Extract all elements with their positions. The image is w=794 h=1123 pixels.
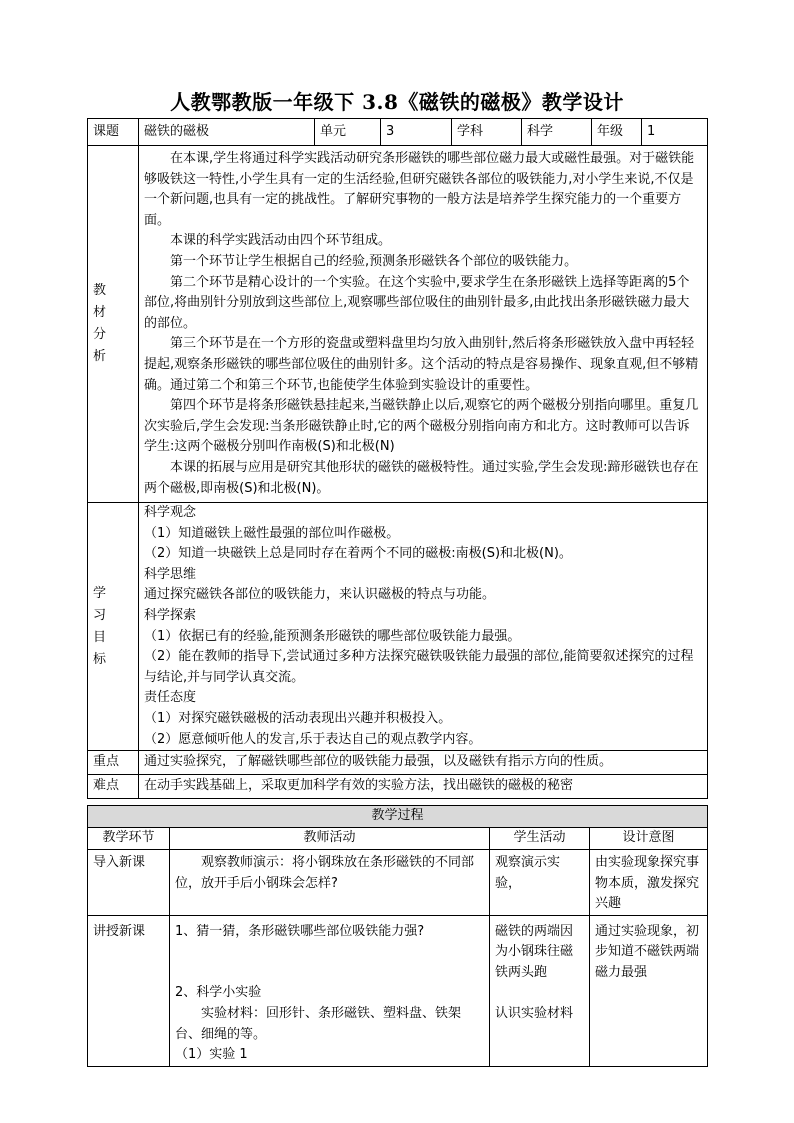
lesson-student-text: 认识实验材料 <box>495 1005 574 1021</box>
intro-intent: 由实验现象探究事物本质，激发探究兴趣 <box>590 850 708 916</box>
lesson-teacher-step: （1）实验 1 <box>175 1047 248 1063</box>
analysis-label-cell <box>88 146 139 503</box>
objective-item: （2）知道一块磁铁上总是同时存在着两个不同的磁极:南极(S)和北极(N)。 <box>144 546 572 562</box>
grade-label: 年级 <box>592 119 642 146</box>
objectives-row <box>88 503 708 751</box>
key-point-label: 重点 <box>88 751 139 775</box>
analysis-paragraph: 本课的拓展与应用是研究其他形状的磁铁的磁极特性。通过实验,学生会发现:蹄形磁铁也存在两个磁极,即南极(S)和北极(N)。 <box>144 459 699 496</box>
lesson-teacher-step: 1、猜一猜，条形磁铁哪些部位吸铁能力强? <box>175 923 425 939</box>
analysis-row <box>88 146 708 503</box>
key-point-row <box>88 751 708 775</box>
subject-value: 科学 <box>522 119 592 146</box>
process-header-row <box>88 828 708 850</box>
analysis-paragraph: 第四个环节是将条形磁铁悬挂起来,当磁铁静止以后,观察它的两个磁极分别指向哪里。重复几次实验后,学生会发现:当条形磁铁静止时,它的两个磁极分别指向南方和北方。这时教师可以告诉学生:这两个磁极分别叫作南极(S)和北极(N) <box>144 398 699 455</box>
objective-item: （2）愿意倾听他人的发言,乐于表达自己的观点教学内容。 <box>144 731 482 747</box>
analysis-paragraph: 在本课,学生将通过科学实践活动研究条形磁铁的哪些部位磁力最大或磁性最强。对于磁铁能够吸铁这一特性,小学生具有一定的生活经验,但研究磁铁各部位的吸铁能力,对小学生来说,不仅是一个新问题,也具有一定的挑战性。了解研究事物的一般方法是培养学生探究能力的一个重要方面。 <box>144 151 695 228</box>
analysis-paragraph: 第三个环节是在一个方形的瓷盘或塑料盘里均匀放入曲别针,然后将条形磁铁放入盘中再轻轻提起,观察条形磁铁的哪些部位吸住的曲别针多。这个活动的特点是容易操作、现象直观,但不够精确。通过第二个和第三个环节,也能使学生体验到实验设计的重要性。 <box>144 336 699 393</box>
unit-label: 单元 <box>315 119 381 146</box>
process-heading-row <box>88 806 708 828</box>
intro-row <box>88 850 708 916</box>
analysis-label: 教材分析 <box>93 283 113 365</box>
header-student: 学生活动 <box>490 828 590 850</box>
lesson-teacher <box>170 915 490 1066</box>
objectives-content <box>139 503 708 751</box>
intro-student: 观察演示实验， <box>490 850 590 916</box>
objective-item: （1）知道磁铁上磁性最强的部位叫作磁极。 <box>144 525 400 541</box>
objectives-label-cell <box>88 503 139 751</box>
objective-item: （1）对探究磁铁磁极的活动表现出兴趣并积极投入。 <box>144 711 452 727</box>
process-heading: 教学过程 <box>88 806 708 828</box>
objective-heading: 科学探索 <box>144 608 197 624</box>
info-row <box>88 119 708 146</box>
lesson-info-table <box>87 118 708 799</box>
header-teacher: 教师活动 <box>170 828 490 850</box>
spacer <box>175 942 484 983</box>
lesson-stage: 讲授新课 <box>88 915 170 1066</box>
analysis-paragraph: 第二个环节是精心设计的一个实验。在这个实验中,要求学生在条形磁铁上选择等距离的5个部位,将曲别针分别放到这些部位上,观察哪些部位吸住的曲别针最多,由此找出条形磁铁磁力最大的部位。 <box>144 274 690 331</box>
objective-heading: 科学思维 <box>144 566 197 582</box>
lesson-row <box>88 915 708 1066</box>
difficulty-text: 在动手实践基础上，采取更加科学有效的实验方法，找出磁铁的磁极的秘密 <box>139 775 708 799</box>
topic-value: 磁铁的磁极 <box>139 119 315 146</box>
objective-item: （2）能在教师的指导下,尝试通过多种方法探究磁铁吸铁能力最强的部位,能简要叙述探究的过程与结论,并与同学认真交流。 <box>144 649 694 685</box>
objective-heading: 责任态度 <box>144 690 197 706</box>
lesson-teacher-step: 2、科学小实验 <box>175 985 262 1001</box>
topic-label: 课题 <box>88 119 139 146</box>
lesson-student-text: 磁铁的两端因为小钢珠往磁铁两头跑 <box>495 923 574 980</box>
objective-item: 通过探究磁铁各部位的吸铁能力，来认识磁极的特点与功能。 <box>144 587 496 603</box>
analysis-content <box>139 146 708 503</box>
difficulty-label: 难点 <box>88 775 139 799</box>
key-point-text: 通过实验探究，了解磁铁哪些部位的吸铁能力最强，以及磁铁有指示方向的性质。 <box>139 751 708 775</box>
lesson-student <box>490 915 590 1066</box>
analysis-paragraph: 本课的科学实践活动由四个环节组成。 <box>170 233 392 249</box>
lesson-intent: 通过实验现象，初步知道不磁铁两端磁力最强 <box>590 915 708 1066</box>
intro-teacher-text: 观察教师演示：将小钢珠放在条形磁铁的不同部位，放开手后小钢珠会怎样? <box>175 855 475 891</box>
intro-teacher <box>170 850 490 916</box>
header-stage: 教学环节 <box>88 828 170 850</box>
document-title: 人教鄂教版一年级下 3.8《磁铁的磁极》教学设计 <box>170 90 624 114</box>
intro-stage: 导入新课 <box>88 850 170 916</box>
teaching-process-table <box>87 805 708 1067</box>
objective-item: （1）依据已有的经验,能预测条形磁铁的哪些部位吸铁能力最强。 <box>144 628 521 644</box>
unit-value: 3 <box>381 119 452 146</box>
analysis-paragraph: 第一个环节让学生根据自己的经验,预测条形磁铁各个部位的吸铁能力。 <box>170 253 578 269</box>
header-intent: 设计意图 <box>590 828 708 850</box>
grade-value: 1 <box>642 119 708 146</box>
objective-heading: 科学观念 <box>144 505 197 521</box>
spacer <box>495 984 584 1004</box>
subject-label: 学科 <box>452 119 522 146</box>
objectives-label: 学习目标 <box>93 585 113 667</box>
difficulty-row <box>88 775 708 799</box>
lesson-teacher-materials: 实验材料：回形针、条形磁铁、塑料盘、铁架台、细绳的等。 <box>175 1005 462 1042</box>
